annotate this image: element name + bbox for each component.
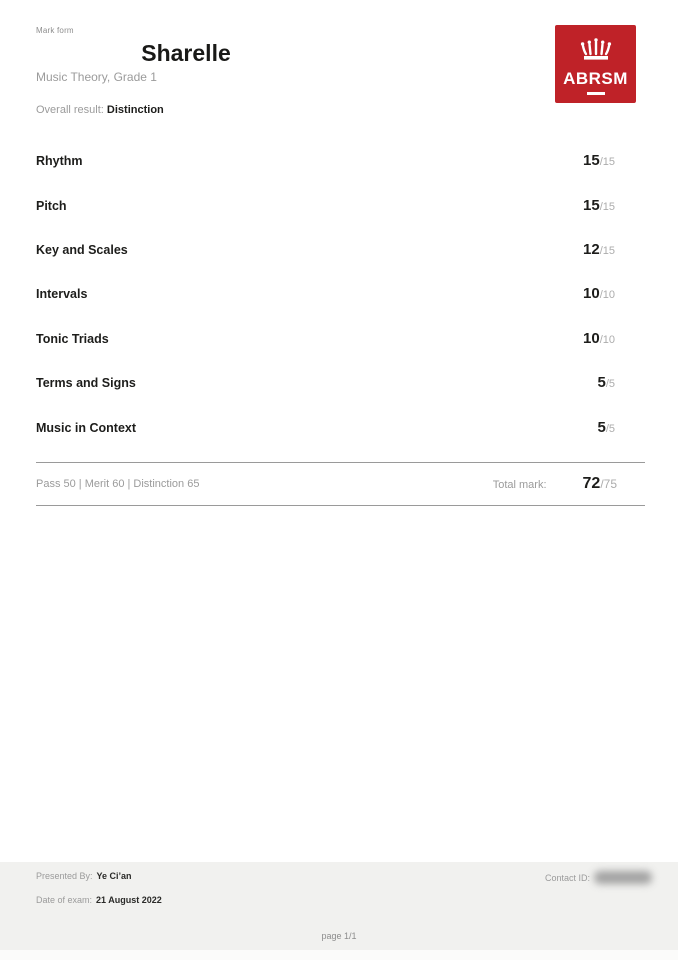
score-mark <box>583 285 615 303</box>
grade-thresholds: Pass 50 | Merit 60 | Distinction 65 <box>36 478 200 490</box>
score-mark <box>583 197 615 215</box>
score-mark <box>583 330 615 348</box>
score-category-label: Pitch <box>36 198 67 213</box>
score-mark <box>583 241 615 259</box>
score-row <box>36 361 645 405</box>
presented-by-label: Presented By: <box>36 871 93 881</box>
score-category-label: Rhythm <box>36 154 83 169</box>
score-number: 10 <box>583 329 600 347</box>
score-denominator: /15 <box>599 156 615 169</box>
contact-id-redacted-value <box>594 871 652 884</box>
subject-grade-label: Music Theory, Grade 1 <box>36 70 157 84</box>
score-number: 15 <box>583 196 600 214</box>
score-category-label: Key and Scales <box>36 242 128 257</box>
score-row <box>36 183 645 227</box>
score-category-label: Music in Context <box>36 420 137 435</box>
abrsm-brand-text: ABRSM <box>563 68 628 88</box>
total-mark-label: Total mark: <box>492 479 547 491</box>
overall-result-value: Distinction <box>106 104 164 116</box>
total-mark-number: 72 <box>582 475 601 492</box>
score-denominator: /15 <box>599 200 615 213</box>
exam-date <box>36 895 162 905</box>
score-denominator: /5 <box>605 378 615 391</box>
contact-id <box>545 871 652 884</box>
score-number: 10 <box>583 285 600 303</box>
crown-icon <box>576 36 616 67</box>
score-row <box>36 272 645 316</box>
total-mark-denominator: /75 <box>600 477 617 491</box>
score-row <box>36 317 645 361</box>
score-list <box>36 139 645 450</box>
score-denominator: /10 <box>599 333 615 346</box>
score-mark <box>583 152 615 170</box>
score-mark <box>597 374 615 392</box>
score-mark <box>597 419 615 437</box>
candidate-name: Sharelle <box>141 40 231 66</box>
score-category-label: Tonic Triads <box>36 331 109 346</box>
overall-result-label: Overall result: <box>36 104 107 116</box>
divider-bottom <box>36 505 645 506</box>
abrsm-logo <box>555 25 636 103</box>
score-number: 12 <box>583 240 600 258</box>
form-type-label: Mark form <box>36 26 74 35</box>
score-category-label: Intervals <box>36 287 88 302</box>
exam-date-label: Date of exam: <box>36 895 93 905</box>
score-number: 5 <box>597 418 606 436</box>
exam-date-value: 21 August 2022 <box>96 895 162 905</box>
score-denominator: /10 <box>599 289 615 302</box>
total-row <box>36 463 645 505</box>
total-mark-value <box>583 475 617 493</box>
page-indicator: page 1/1 <box>321 931 357 941</box>
score-row <box>36 405 645 449</box>
contact-id-label: Contact ID: <box>545 872 591 883</box>
logo-underline <box>587 92 605 95</box>
presented-by <box>36 871 132 881</box>
score-number: 15 <box>583 152 600 170</box>
score-row <box>36 228 645 272</box>
score-category-label: Terms and Signs <box>36 376 136 391</box>
score-row <box>36 139 645 183</box>
page-bottom-edge <box>0 950 678 960</box>
score-denominator: /15 <box>599 244 615 257</box>
score-denominator: /5 <box>605 422 615 435</box>
score-number: 5 <box>597 374 606 392</box>
presented-by-value: Ye Ci’an <box>96 871 132 881</box>
overall-result <box>36 104 164 116</box>
